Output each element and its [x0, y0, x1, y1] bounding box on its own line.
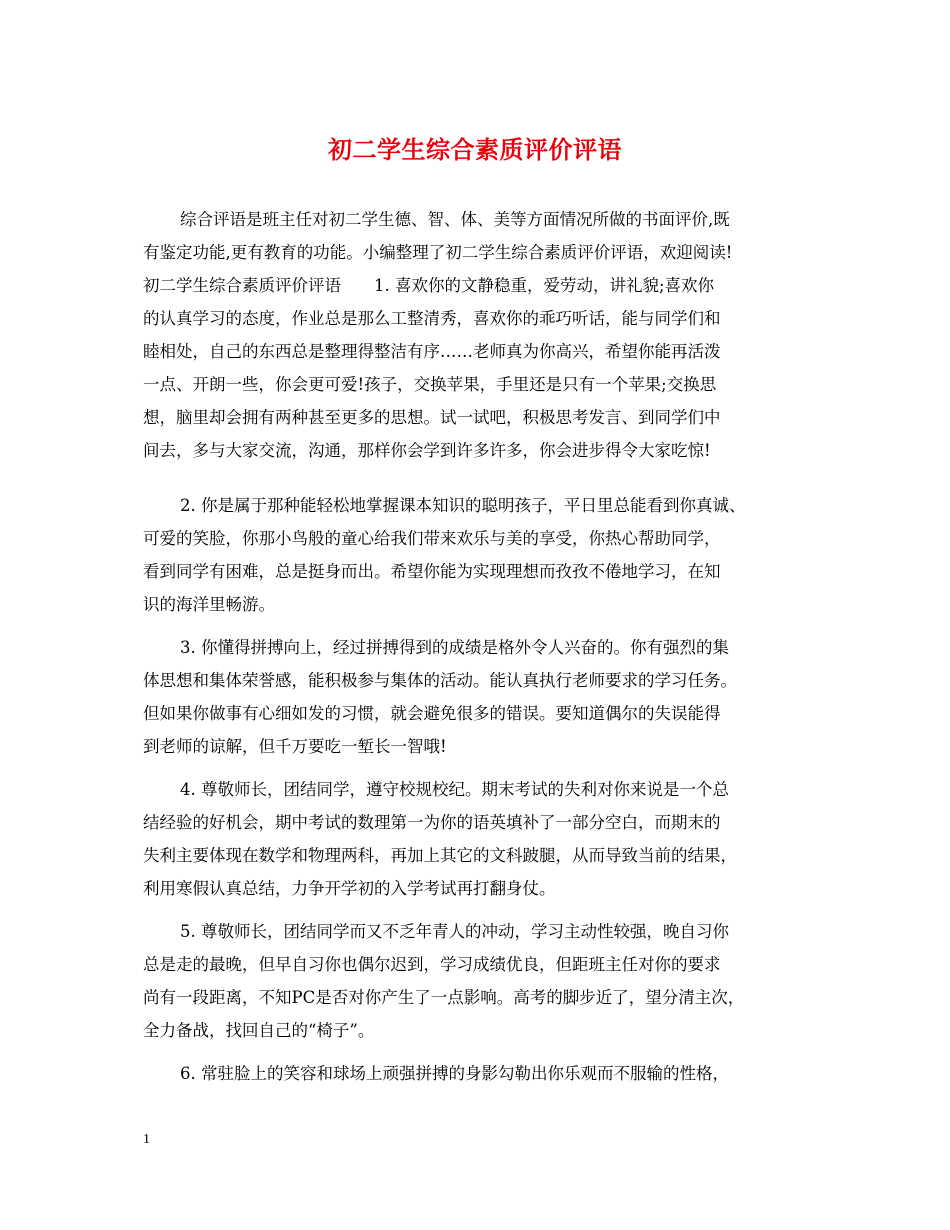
text-line: 初二学生综合素质评价评语 1. 喜欢你的文静稳重，爱劳动，讲礼貌;喜欢你: [143, 276, 715, 295]
page-title: 初二学生综合素质评价评语: [328, 136, 622, 164]
text-line: 2. 你是属于那种能轻松地掌握课本知识的聪明孩子，平日里总能看到你真诚、: [180, 496, 746, 515]
text-line: 体思想和集体荣誉感，能积极参与集体的活动。能认真执行老师要求的学习任务。: [143, 671, 737, 690]
text-line: 3. 你懂得拼搏向上，经过拼搏得到的成绩是格外令人兴奋的。你有强烈的集: [180, 638, 729, 657]
text-line: 利用寒假认真总结，力争开学初的入学考试再打翻身仗。: [143, 879, 556, 898]
text-line: 看到同学有困难，总是挺身而出。希望你能为实现理想而孜孜不倦地学习，在知: [143, 562, 721, 581]
text-line: 4. 尊敬师长，团结同学，遵守校规校纪。期末考试的失利对你来说是一个总: [180, 780, 729, 799]
text-line: 5. 尊敬师长，团结同学而又不乏年青人的冲动，学习主动性较强，晚自习你: [180, 922, 729, 941]
text-line: 全力备战，找回自己的“椅子”。: [143, 1021, 375, 1040]
page-number: 1: [143, 1132, 150, 1147]
text-line: 识的海洋里畅游。: [143, 595, 275, 614]
text-line: 总是走的最晚，但早自习你也偶尔迟到，学习成绩优良，但距班主任对你的要求: [143, 955, 721, 974]
text-line: 有鉴定功能,更有教育的功能。小编整理了初二学生综合素质评价评语，欢迎阅读!: [143, 243, 733, 262]
text-line: 6. 常驻脸上的笑容和球场上顽强拼搏的身影勾勒出你乐观而不服输的性格，: [180, 1064, 729, 1083]
text-line: 到老师的谅解，但千万要吃一堑长一智哦!: [143, 737, 447, 756]
text-line: 综合评语是班主任对初二学生德、智、体、美等方面情况所做的书面评价,既: [180, 210, 730, 229]
text-line: 一点、开朗一些，你会更可爱!孩子，交换苹果，手里还是只有一个苹果;交换思: [143, 375, 717, 394]
text-line: 想，脑里却会拥有两种甚至更多的思想。试一试吧，积极思考发言、到同学们中: [143, 408, 721, 427]
text-line: 间去，多与大家交流，沟通，那样你会学到许多许多，你会进步得令大家吃惊!: [143, 441, 711, 460]
text-line: 但如果你做事有心细如发的习惯，就会避免很多的错误。要知道偶尔的失误能得: [143, 704, 721, 723]
text-line: 失利主要体现在数学和物理两科，再加上其它的文科跛腿，从而导致当前的结果，: [143, 846, 737, 865]
text-line: 尚有一段距离，不知PC是否对你产生了一点影响。高考的脚步近了，望分清主次，: [143, 988, 745, 1007]
text-line: 睦相处，自己的东西总是整理得整洁有序……老师真为你高兴，希望你能再活泼: [143, 342, 721, 361]
text-line: 结经验的好机会，期中考试的数理第一为你的语英填补了一部分空白，而期末的: [143, 813, 721, 832]
text-line: 的认真学习的态度，作业总是那么工整清秀，喜欢你的乖巧听话，能与同学们和: [143, 309, 721, 328]
text-line: 可爱的笑脸，你那小鸟般的童心给我们带来欢乐与美的享受，你热心帮助同学，: [143, 529, 721, 548]
